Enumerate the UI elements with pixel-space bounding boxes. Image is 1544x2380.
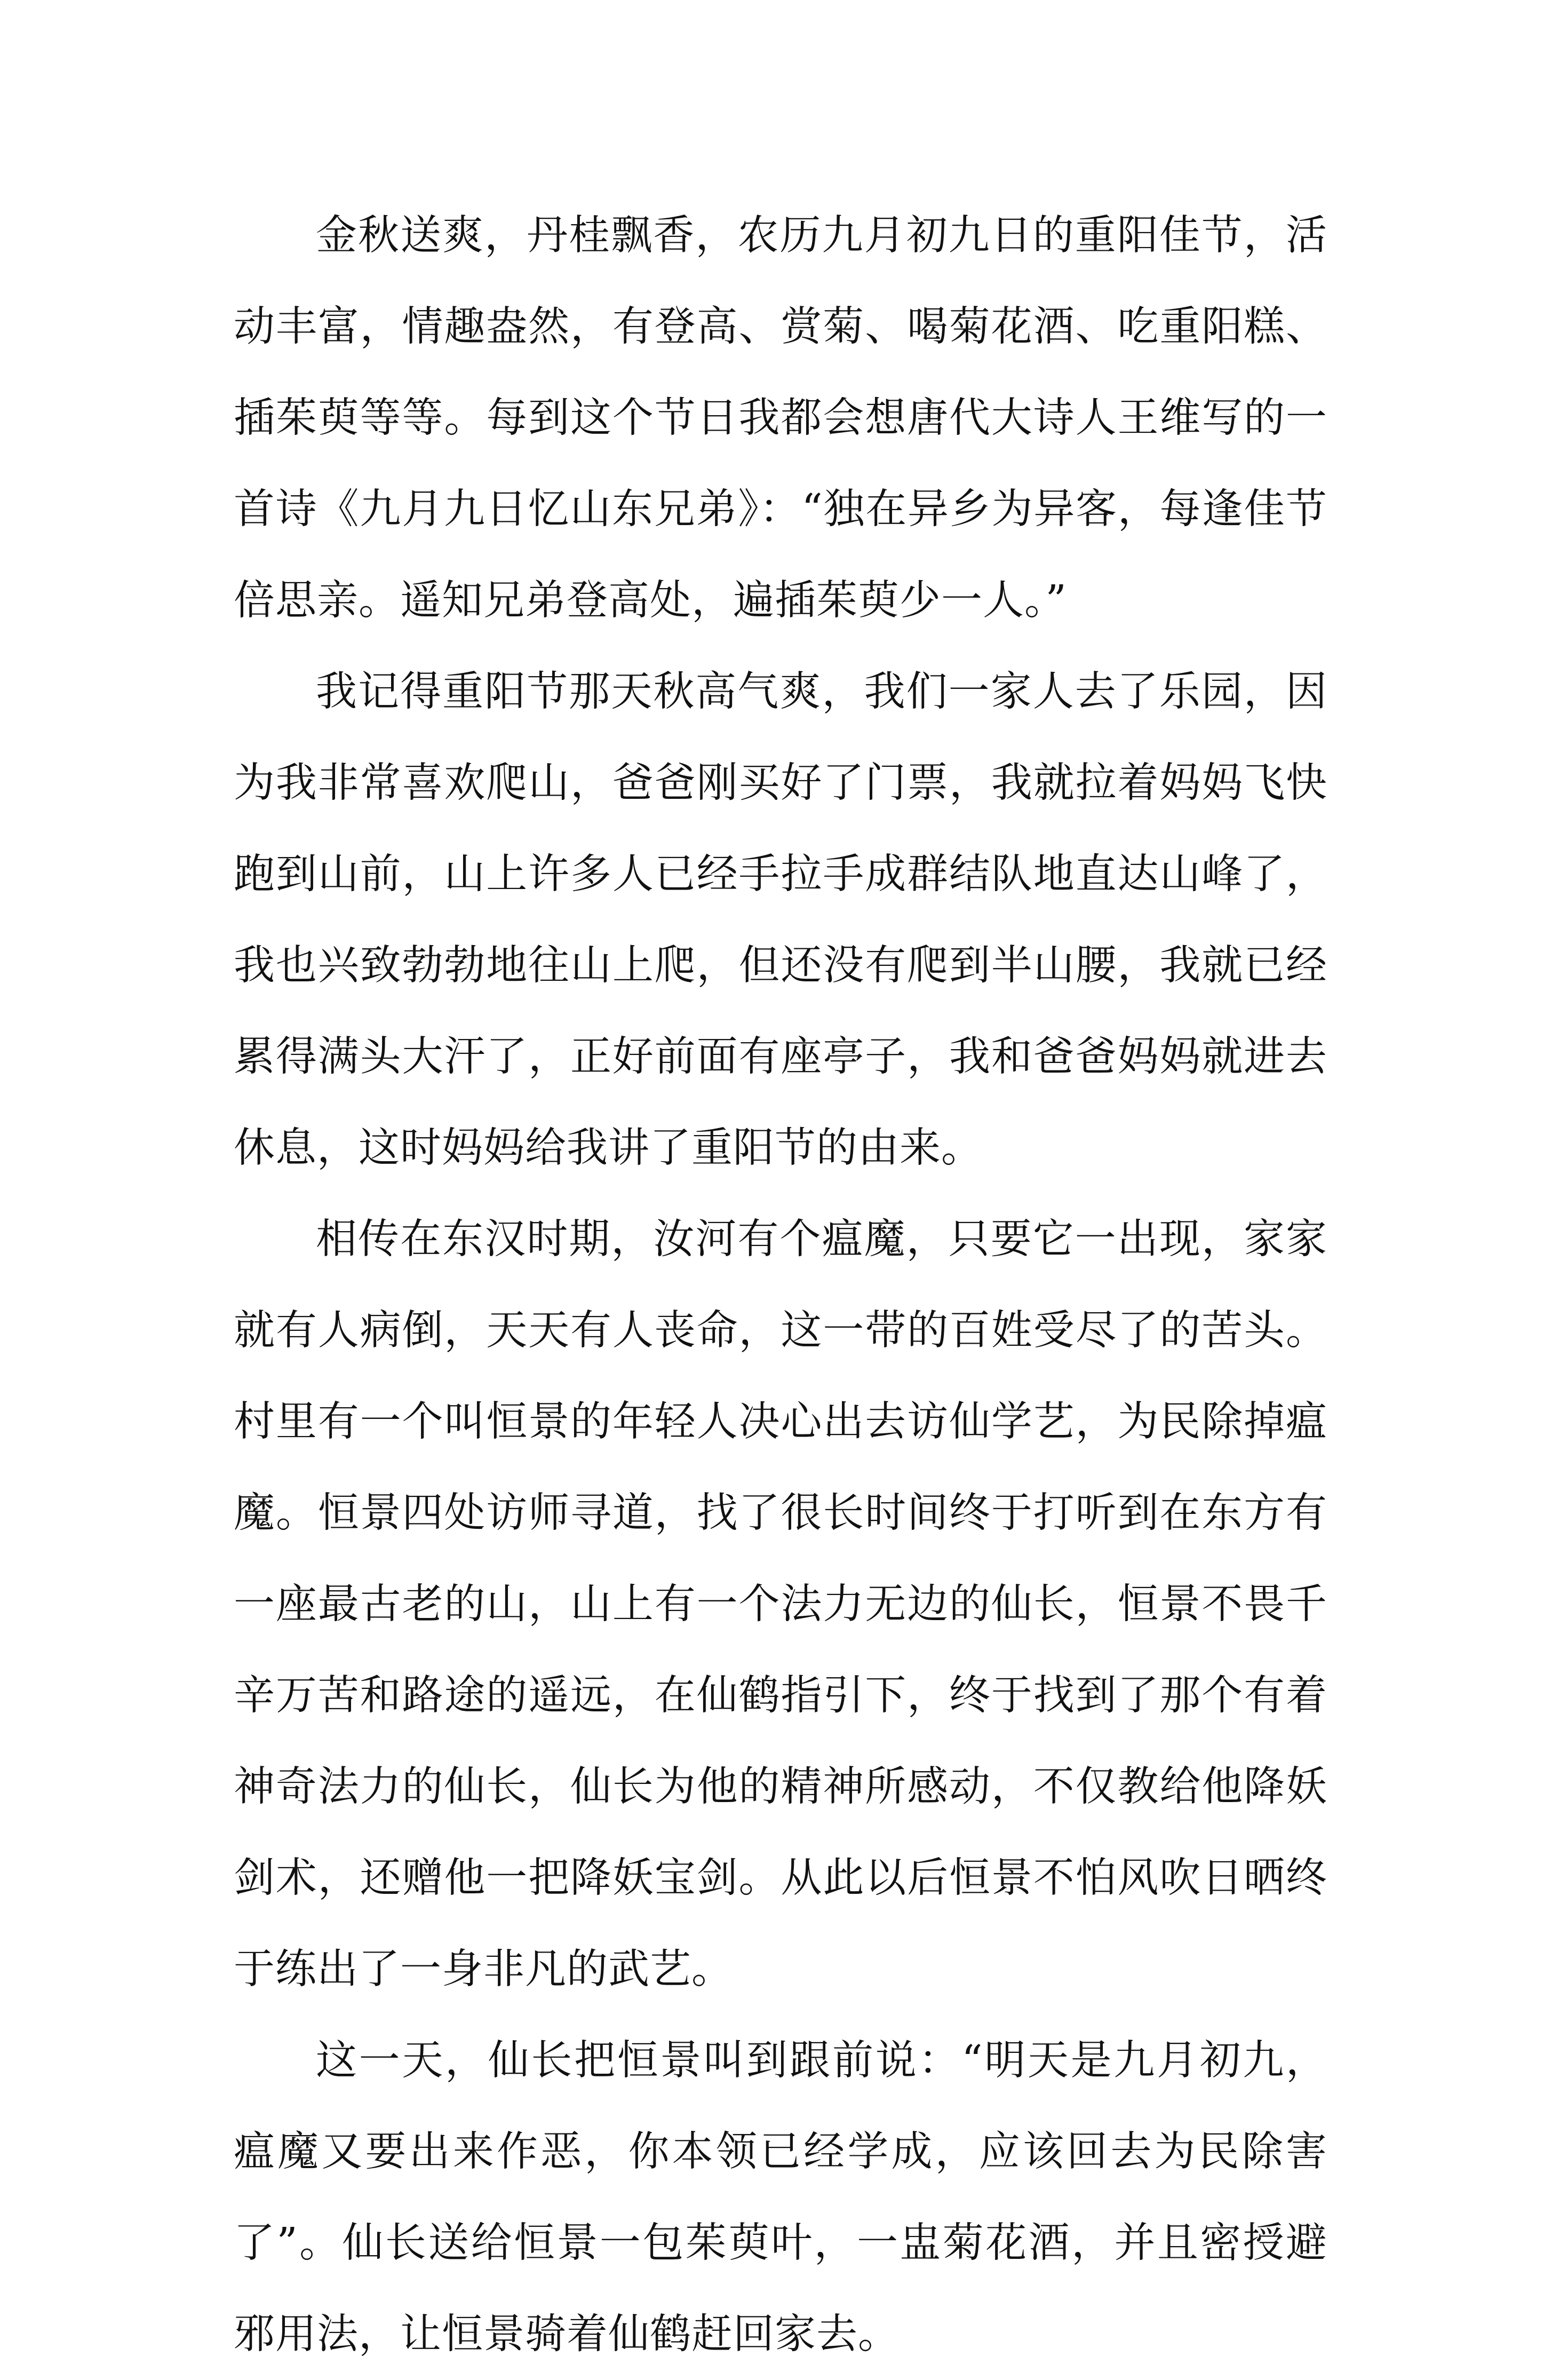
paragraph-1: 金秋送爽，丹桂飘香，农历九月初九日的重阳佳节，活动丰富，情趣盎然，有登高、赏菊、喝菊花酒、吃重阳糕、插茱萸等等。每到这个节日我都会想唐代大诗人王维写的一首诗《九月九日忆山东兄弟》：“独在异乡为异客，每逢佳节倍思亲。遥知兄弟登高处，遍插茱萸少一人。” bbox=[234, 212, 1327, 624]
paragraph-2: 我记得重阳节那天秋高气爽，我们一家人去了乐园，因为我非常喜欢爬山，爸爸刚买好了门票，我就拉着妈妈飞快跑到山前，山上许多人已经手拉手成群结队地直达山峰了，我也兴致勃勃地往山上爬，但还没有爬到半山腰，我就已经累得满头大汗了，正好前面有座亭子，我和爸爸妈妈就进去休息，这时妈妈给我讲了重阳节的由来。 bbox=[234, 668, 1327, 1172]
body-text bbox=[234, 190, 1327, 2380]
paragraph-4: 这一天，仙长把恒景叫到跟前说：“明天是九月初九，瘟魔又要出来作恶，你本领已经学成，应该回去为民除害了”。仙长送给恒景一包茱萸叶，一盅菊花酒，并且密授避邪用法，让恒景骑着仙鹤赶回家去。 bbox=[234, 2037, 1327, 2358]
paragraph-3: 相传在东汉时期，汝河有个瘟魔，只要它一出现，家家就有人病倒，天天有人丧命，这一带的百姓受尽了的苦头。村里有一个叫恒景的年轻人决心出去访仙学艺，为民除掉瘟魔。恒景四处访师寻道，找了很长时间终于打听到在东方有一座最古老的山，山上有一个法力无边的仙长，恒景不畏千辛万苦和路途的遥远，在仙鹤指引下，终于找到了那个有着神奇法力的仙长，仙长为他的精神所感动，不仅教给他降妖剑术，还赠他一把降妖宝剑。从此以后恒景不怕风吹日晒终于练出了一身非凡的武艺。 bbox=[234, 1216, 1327, 1993]
